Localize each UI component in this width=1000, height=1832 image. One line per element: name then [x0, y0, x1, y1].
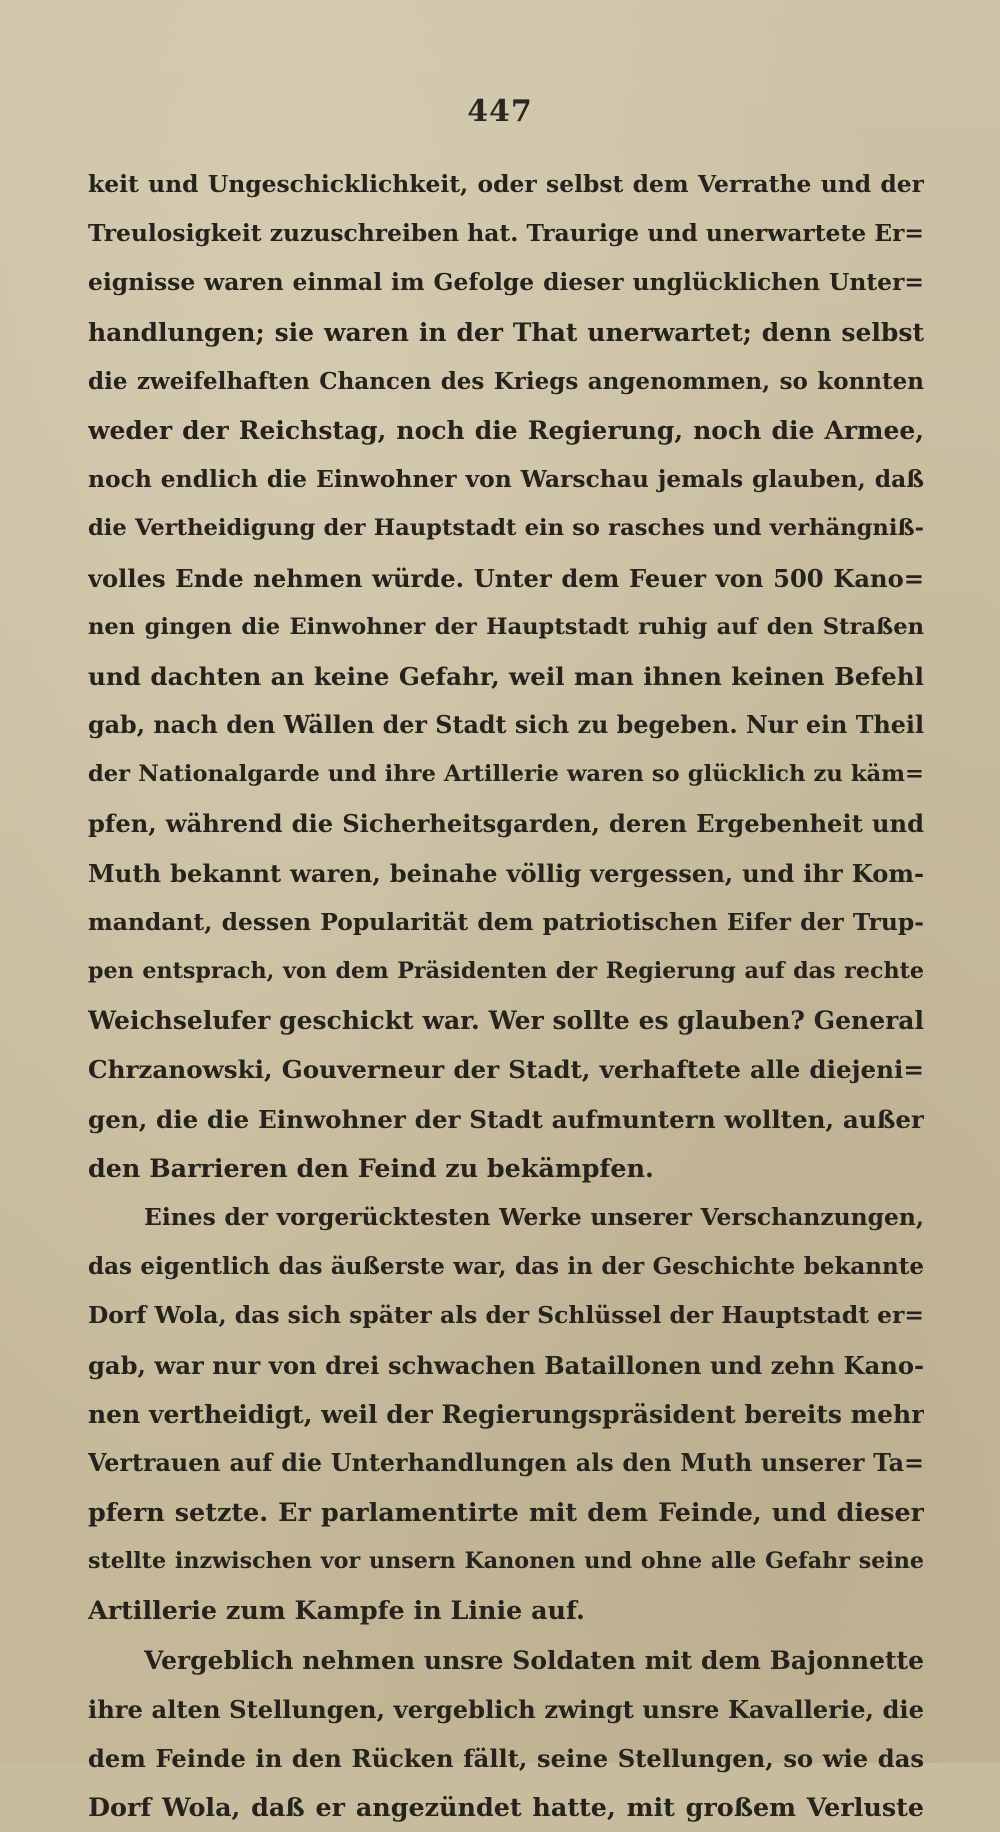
text-line: Vergeblich nehmen unsre Soldaten mit dem Bajonnette [144, 1645, 924, 1675]
text-line: pfen, während die Sicherheitsgarden, deren Ergebenheit und [88, 809, 924, 839]
text-line: Muth bekannt waren, beinahe völlig vergessen, und ihr Kom- [88, 858, 924, 888]
text-line: und dachten an keine Gefahr, weil man ihnen keinen Befehl [88, 661, 924, 691]
text-line: dem Feinde in den Rücken fällt, seine Stellungen, so wie das [88, 1744, 924, 1773]
text-line: Artillerie zum Kampfe in Linie auf. [88, 1595, 585, 1626]
text-line: Eines der vorgerücktesten Werke unserer Verschanzungen, [144, 1202, 924, 1231]
text-line: stellte inzwischen vor unsern Kanonen und ohne alle Gefahr seine [88, 1548, 924, 1575]
text-line: eignisse waren einmal im Gefolge dieser unglücklichen Unter= [88, 268, 924, 297]
text-line: nen gingen die Einwohner der Hauptstadt ruhig auf den Straßen [88, 613, 924, 640]
text-line: die zweifelhaften Chancen des Kriegs angenommen, so konnten [88, 367, 924, 395]
text-line: Dorf Wola, daß er angezündet hatte, mit großem Verluste [88, 1792, 924, 1823]
text-line: weder der Reichstag, noch die Regierung, noch die Armee, [88, 415, 924, 445]
text-line: das eigentlich das äußerste war, das in der Geschichte bekannte [88, 1253, 924, 1281]
body-text [88, 160, 924, 1832]
text-line: handlungen; sie waren in der That unerwartet; denn selbst [88, 317, 924, 347]
page-number: 447 [467, 94, 533, 129]
text-line: gab, nach den Wällen der Stadt sich zu begeben. Nur ein Theil [88, 711, 924, 740]
text-line: keit und Ungeschicklichkeit, oder selbst dem Verrathe und der [88, 170, 924, 198]
text-line: volles Ende nehmen würde. Unter dem Feuer von 500 Kano= [88, 563, 924, 593]
text-line: nen vertheidigt, weil der Regierungspräsident bereits mehr [88, 1399, 924, 1429]
text-line: Treulosigkeit zuzuschreiben hat. Traurige und unerwartete Er= [88, 219, 924, 248]
text-line: Chrzanowski, Gouverneur der Stadt, verhaftete alle diejeni= [88, 1055, 924, 1085]
text-line: pfern setzte. Er parlamentirte mit dem Feinde, und dieser [88, 1497, 924, 1528]
text-line: der Nationalgarde und ihre Artillerie waren so glücklich zu käm= [88, 761, 924, 788]
text-line: gen, die die Einwohner der Stadt aufmuntern wollten, außer [88, 1104, 924, 1134]
text-line: noch endlich die Einwohner von Warschau jemals glauben, daß [88, 465, 924, 494]
text-line: Vertrauen auf die Unterhandlungen als den Muth unserer Ta= [88, 1448, 924, 1477]
text-line: den Barrieren den Feind zu bekämpfen. [88, 1152, 654, 1183]
text-line: gab, war nur von drei schwachen Bataillonen und zehn Kano- [88, 1350, 924, 1380]
text-line: die Vertheidigung der Hauptstadt ein so rasches und verhängniß- [88, 515, 924, 542]
text-line: Dorf Wola, das sich später als der Schlüssel der Hauptstadt er= [88, 1301, 924, 1330]
text-line: mandant, dessen Popularität dem patriotischen Eifer der Trup- [88, 907, 924, 936]
text-line: ihre alten Stellungen, vergeblich zwingt unsre Kavallerie, die [88, 1694, 924, 1724]
text-line: pen entsprach, von dem Präsidenten der Regierung auf das rechte [88, 958, 924, 984]
text-line: Weichselufer geschickt war. Wer sollte es glauben? General [88, 1006, 924, 1036]
